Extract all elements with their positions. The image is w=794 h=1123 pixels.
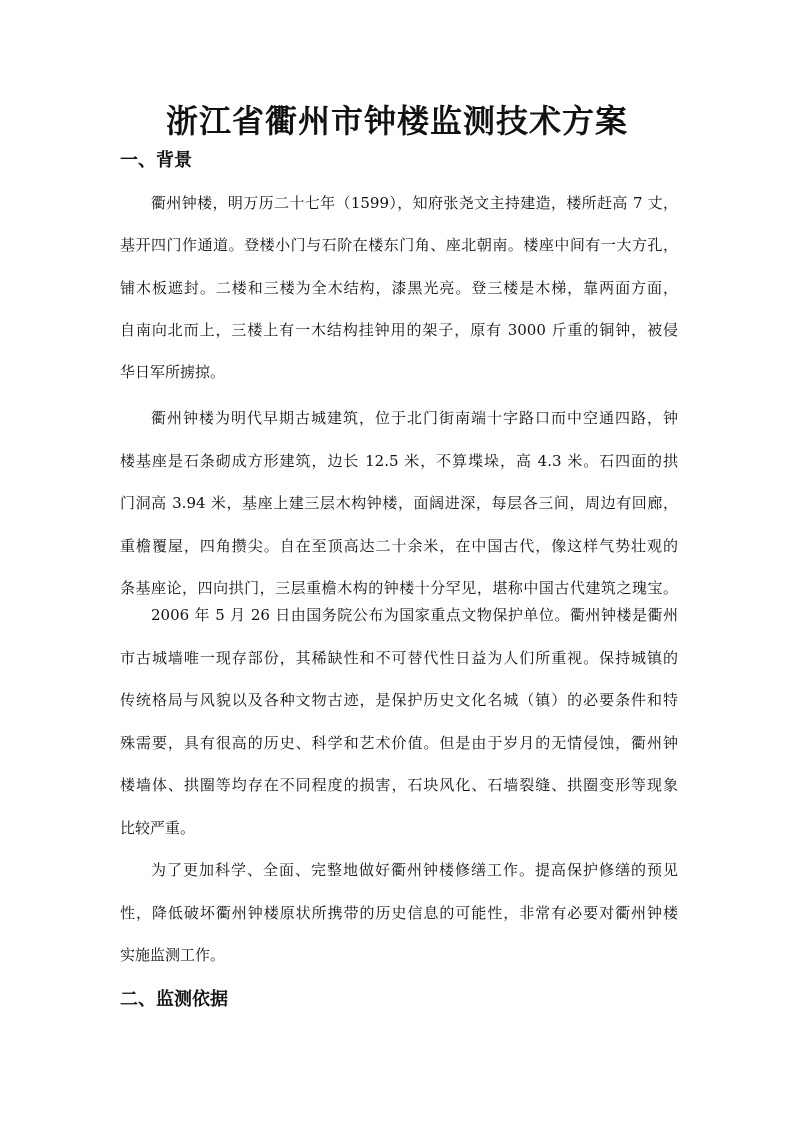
text-line: 市古城墙唯一现存部份，其稀缺性和不可替代性日益为人们所重视。保持城镇的	[120, 649, 678, 667]
text-line: 为了更加科学、全面、完整地做好衢州钟楼修缮工作。提高保护修缮的预见	[151, 861, 678, 879]
text-line: 衢州钟楼，明万历二十七年（1599），知府张尧文主持建造，楼所赶高 7 丈，	[151, 194, 678, 212]
text-line: 楼墙体、拱圈等均存在不同程度的损害，石块风化、石墙裂缝、拱圈变形等现象	[120, 776, 678, 794]
section-heading-monitoring-basis: 二、监测依据	[120, 989, 228, 1010]
text-line: 华日军所掳掠。	[120, 363, 226, 381]
document-title: 浙江省衢州市钟楼监测技术方案	[165, 102, 628, 140]
text-line: 条基座论，四向拱门，三层重檐木构的钟楼十分罕见，堪称中国古代建筑之瑰宝。	[120, 579, 678, 597]
text-line: 基开四门作通道。登楼小门与石阶在楼东门角、座北朝南。楼座中间有一大方孔，	[120, 236, 678, 254]
text-line: 实施监测工作。	[120, 946, 226, 964]
text-line: 比较严重。	[120, 819, 196, 837]
text-line: 楼基座是石条砌成方形建筑，边长 12.5 米，不算堞垛，高 4.3 米。石四面的拱	[120, 452, 678, 470]
text-line: 传统格局与风貌以及各种文物古迹，是保护历史文化名城（镇）的必要条件和特	[120, 691, 678, 709]
text-line: 2006 年 5 月 26 日由国务院公布为国家重点文物保护单位。衢州钟楼是衢州	[151, 606, 678, 624]
text-line: 重檐覆屋，四角攒尖。自在至顶高达二十余米，在中国古代，像这样气势壮观的	[120, 537, 678, 555]
text-line: 衢州钟楼为明代早期古城建筑，位于北门街南端十字路口而中空通四路，钟	[151, 409, 678, 427]
text-line: 性，降低破坏衢州钟楼原状所携带的历史信息的可能性，非常有必要对衢州钟楼	[120, 904, 678, 922]
section-heading-background: 一、背景	[120, 150, 192, 171]
text-line: 自南向北而上，三楼上有一木结构挂钟用的架子，原有 3000 斤重的铜钟，被侵	[120, 321, 678, 339]
text-line: 殊需要，具有很高的历史、科学和艺术价值。但是由于岁月的无情侵蚀，衢州钟	[120, 734, 678, 752]
text-line: 铺木板遮封。二楼和三楼为全木结构，漆黑光亮。登三楼是木梯，靠两面方面，	[120, 279, 678, 297]
text-line: 门洞高 3.94 米，基座上建三层木构钟楼，面阔进深，每层各三间，周边有回廊，	[120, 494, 678, 512]
